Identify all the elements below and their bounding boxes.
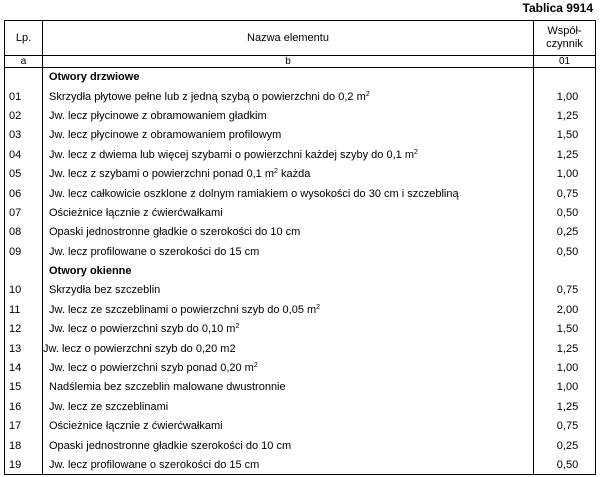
unit-superscript: 2 (413, 148, 418, 156)
row-name-text: Jw. lecz płycinowe z obramowaniem profilowym (49, 129, 282, 142)
row-coefficient: 1,00 (534, 378, 596, 397)
row-coefficient: 2,00 (534, 300, 596, 319)
row-name-text: Jw. lecz o powierzchni szyb do 0,10 m (49, 323, 236, 336)
row-coefficient: 0,75 (534, 184, 596, 203)
row-lp: 01 (5, 87, 43, 106)
row-coefficient: 0,50 (534, 455, 596, 474)
row-name (43, 397, 534, 416)
row-name-text: Ościeżnice łącznie z ćwierćwałkami (49, 420, 223, 433)
row-name (43, 126, 534, 145)
header-lp: Lp. (5, 21, 43, 56)
section-title: Otwory drzwiowe (43, 68, 534, 87)
table-row (5, 242, 596, 261)
row-coefficient: 0,50 (534, 242, 596, 261)
unit-superscript: 2 (365, 90, 370, 98)
row-name-text: Skrzydła bez szczeblin (49, 284, 161, 297)
row-name (43, 417, 534, 436)
row-lp: 07 (5, 203, 43, 222)
row-name (43, 106, 534, 125)
table-row (5, 126, 596, 145)
row-name (43, 339, 534, 358)
table-row (5, 455, 596, 474)
row-name-text: Jw. lecz płycinowe z obramowaniem gładkim (49, 109, 267, 122)
table-row (5, 106, 596, 125)
row-lp: 08 (5, 223, 43, 242)
row-name (43, 455, 534, 474)
label-lp: a (5, 56, 43, 68)
row-lp: 05 (5, 164, 43, 183)
table-body (5, 68, 596, 475)
label-coefficient: 01 (534, 56, 596, 68)
label-name: b (43, 56, 534, 68)
row-coefficient: 0,25 (534, 436, 596, 455)
row-coefficient: 0,75 (534, 417, 596, 436)
row-coefficient: 1,25 (534, 397, 596, 416)
section-title: Otwory okienne (43, 261, 534, 280)
header-coefficient-line1: Współ- (547, 25, 582, 37)
table-row (5, 87, 596, 106)
table-row (5, 145, 596, 164)
table-row (5, 397, 596, 416)
row-name-text: Skrzydła płytowe pełne lub z jedną szybą o powierzchni do 0,2 m (49, 90, 366, 103)
row-coefficient: 1,50 (534, 320, 596, 339)
row-name (43, 145, 534, 164)
unit-superscript: 2 (253, 362, 258, 370)
row-coefficient: 0,75 (534, 281, 596, 300)
row-name (43, 242, 534, 261)
column-label-row (5, 56, 596, 68)
row-name (43, 281, 534, 300)
row-name (43, 436, 534, 455)
unit-superscript: 2 (235, 323, 240, 331)
row-coefficient: 1,50 (534, 126, 596, 145)
row-name-text: Ościeżnice łącznie z ćwierćwałkami (49, 206, 223, 219)
section-value-cell (534, 261, 596, 280)
row-coefficient: 1,25 (534, 145, 596, 164)
row-lp: 13 (5, 339, 43, 358)
row-lp: 06 (5, 184, 43, 203)
row-name (43, 184, 534, 203)
header-coefficient-line2: czynnik (546, 38, 583, 50)
row-lp: 11 (5, 300, 43, 319)
row-name-text: Jw. lecz o powierzchni szyb ponad 0,20 m (49, 362, 254, 375)
table-row (5, 223, 596, 242)
row-name (43, 87, 534, 106)
row-lp: 03 (5, 126, 43, 145)
header-coefficient (534, 21, 596, 56)
row-coefficient: 1,25 (534, 106, 596, 125)
row-name (43, 320, 534, 339)
section-value-cell (534, 68, 596, 87)
header-row (5, 21, 596, 56)
row-coefficient: 1,00 (534, 164, 596, 183)
table-row (5, 203, 596, 222)
section-row (5, 261, 596, 280)
table-row (5, 320, 596, 339)
row-coefficient: 0,25 (534, 223, 596, 242)
row-name-text: Jw. lecz profilowane o szerokości do 15 cm (49, 458, 260, 471)
table-row (5, 378, 596, 397)
row-lp: 10 (5, 281, 43, 300)
row-name-text: Jw. lecz ze szczeblinami o powierzchni szyb do 0,05 m (49, 303, 317, 316)
row-name (43, 378, 534, 397)
row-coefficient: 1,00 (534, 358, 596, 377)
row-name (43, 358, 534, 377)
row-name (43, 223, 534, 242)
section-lp-cell (5, 68, 43, 87)
table-row (5, 339, 596, 358)
section-row (5, 68, 596, 87)
unit-superscript: 2 (274, 168, 278, 176)
row-lp: 15 (5, 378, 43, 397)
table-row (5, 184, 596, 203)
row-lp: 14 (5, 358, 43, 377)
row-name-text: Opaski jednostronne gładkie szerokości do 10 cm (49, 439, 292, 452)
row-name-suffix: każda (277, 168, 311, 181)
row-lp: 02 (5, 106, 43, 125)
row-coefficient: 1,25 (534, 339, 596, 358)
header-name: Nazwa elementu (43, 21, 534, 56)
table-title: Tablica 9914 (522, 1, 593, 15)
row-name-text: Jw. lecz o powierzchni szyb do 0,20 m2 (43, 342, 236, 355)
table-row (5, 358, 596, 377)
table-row (5, 164, 596, 183)
table-row (5, 417, 596, 436)
row-lp: 16 (5, 397, 43, 416)
row-lp: 09 (5, 242, 43, 261)
row-name-text: Jw. lecz z szybami o powierzchni ponad 0,1 m (49, 168, 274, 181)
row-name-text: Jw. lecz z dwiema lub więcej szybami o powierzchni każdej szyby do 0,1 m (49, 148, 414, 161)
row-name-text: Nadślemia bez szczeblin malowane dwustronnie (49, 381, 286, 394)
unit-superscript: 2 (316, 303, 321, 311)
row-name (43, 300, 534, 319)
row-lp: 18 (5, 436, 43, 455)
row-name (43, 164, 534, 183)
row-name (43, 203, 534, 222)
row-coefficient: 1,00 (534, 87, 596, 106)
row-lp: 19 (5, 455, 43, 474)
row-name-text: Jw. lecz profilowane o szerokości do 15 cm (49, 245, 260, 258)
row-lp: 04 (5, 145, 43, 164)
table-row (5, 300, 596, 319)
row-coefficient: 0,50 (534, 203, 596, 222)
table-row (5, 436, 596, 455)
table-row (5, 281, 596, 300)
row-name-text: Jw. lecz całkowicie oszklone z dolnym ramiakiem o wysokości do 30 cm i szczebliną (49, 187, 459, 200)
row-lp: 12 (5, 320, 43, 339)
row-name-text: Opaski jednostronne gładkie o szerokości do 10 cm (49, 226, 301, 239)
coefficient-table (4, 20, 596, 475)
row-lp: 17 (5, 417, 43, 436)
section-lp-cell (5, 261, 43, 280)
row-name-text: Jw. lecz ze szczeblinami (49, 400, 169, 413)
